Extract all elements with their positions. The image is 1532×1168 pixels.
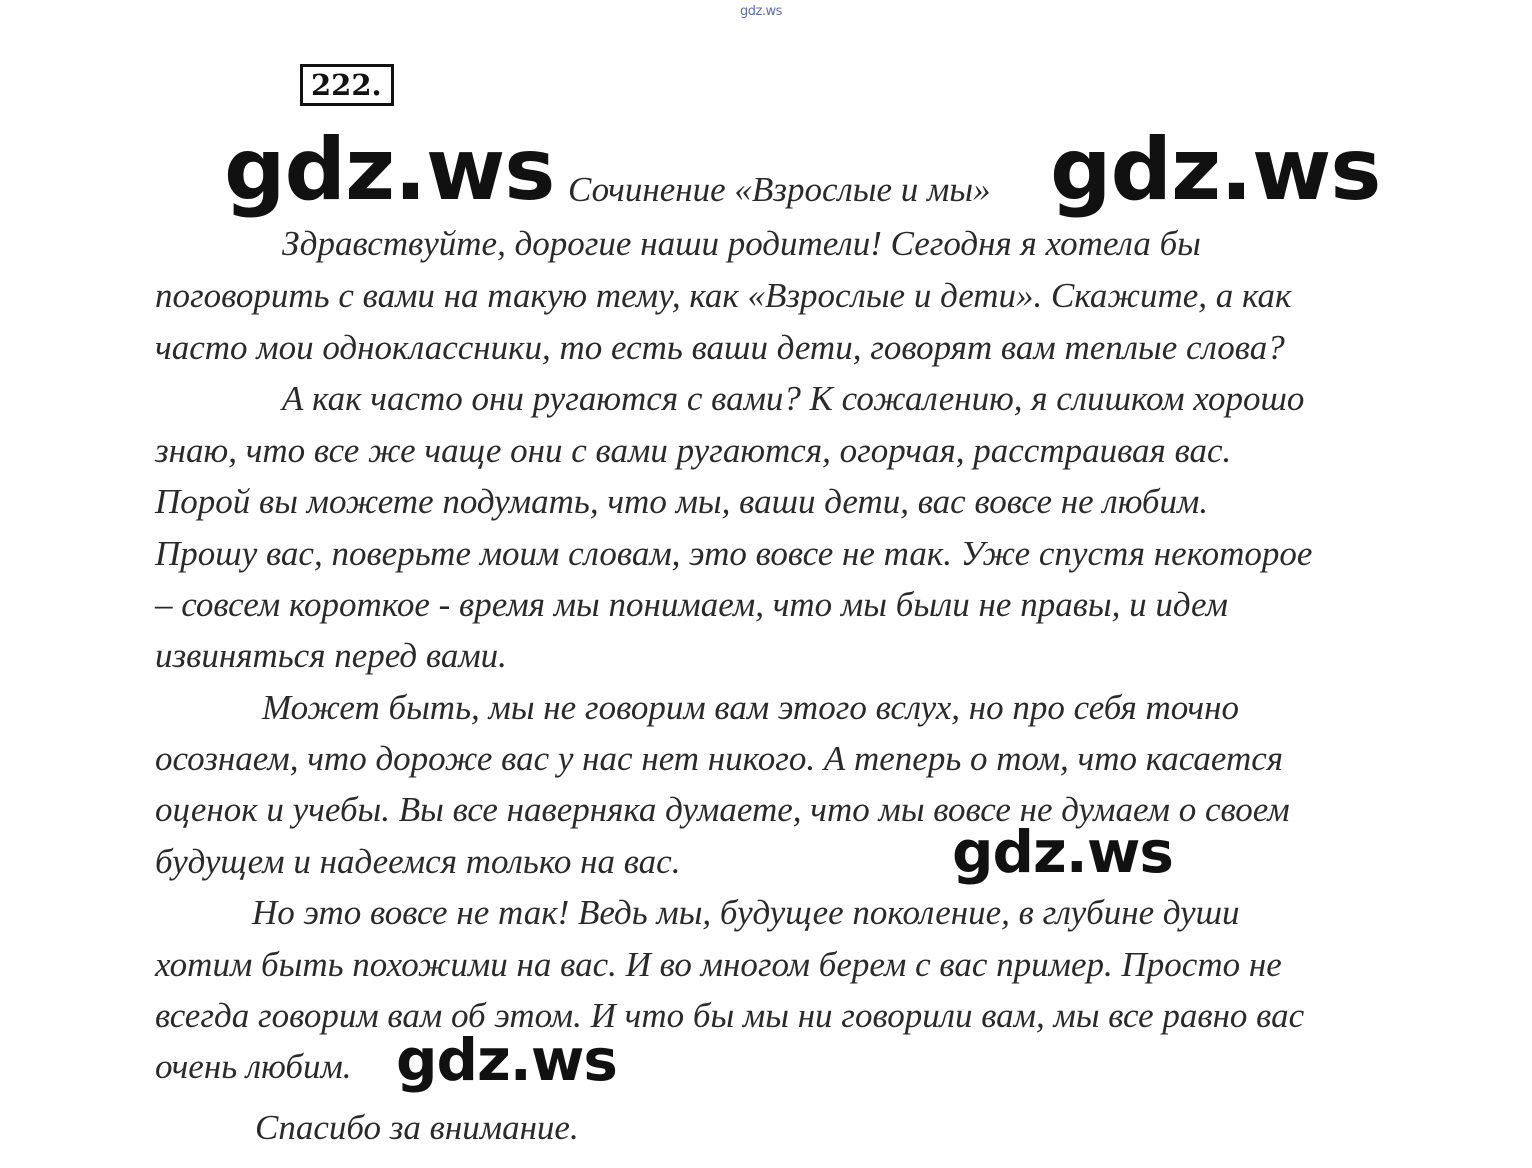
- task-number-box: 222.: [300, 64, 394, 106]
- essay-line: Прошу вас, поверьте моим словам, это вовсе не так. Уже спустя некоторое: [155, 534, 1313, 573]
- watermark: gdz.ws: [952, 818, 1173, 886]
- essay-line: хотим быть похожими на вас. И во многом берем с вас пример. Просто не: [155, 945, 1282, 984]
- essay-line: Может быть, мы не говорим вам этого вслух, но про себя точно: [262, 688, 1239, 727]
- essay-title: Сочинение «Взрослые и мы»: [568, 170, 991, 209]
- site-url-header: gdz.ws: [740, 4, 782, 19]
- essay-line: – совсем короткое - время мы понимаем, что мы были не правы, и идем: [155, 585, 1228, 624]
- watermark: gdz.ws: [1050, 120, 1381, 220]
- essay-line: очень любим.: [155, 1047, 352, 1086]
- essay-line: Порой вы можете подумать, что мы, ваши дети, вас вовсе не любим.: [155, 482, 1209, 521]
- essay-line: Спасибо за внимание.: [255, 1108, 579, 1147]
- watermark: gdz.ws: [224, 120, 555, 220]
- essay-line: А как часто они ругаются с вами? К сожалению, я слишком хорошо: [282, 379, 1305, 418]
- essay-line: осознаем, что дороже вас у нас нет никого. А теперь о том, что касается: [155, 739, 1284, 778]
- watermark: gdz.ws: [396, 1026, 617, 1094]
- essay-line: Здравствуйте, дорогие наши родители! Сегодня я хотела бы: [282, 224, 1201, 263]
- essay-line: оценок и учебы. Вы все наверняка думаете, что мы вовсе не думаем о своем: [155, 790, 1290, 829]
- essay-line: извиняться перед вами.: [155, 636, 507, 675]
- essay-line: будущем и надеемся только на вас.: [155, 842, 681, 881]
- essay-line: часто мои одноклассники, то есть ваши дети, говорят вам теплые слова?: [155, 328, 1285, 367]
- essay-line: Но это вовсе не так! Ведь мы, будущее поколение, в глубине души: [252, 893, 1240, 932]
- essay-line: поговорить с вами на такую тему, как «Взрослые и дети». Скажите, а как: [155, 276, 1292, 315]
- essay-line: знаю, что все же чаще они с вами ругаются, огорчая, расстраивая вас.: [155, 431, 1232, 470]
- essay-line: всегда говорим вам об этом. И что бы мы ни говорили вам, мы все равно вас: [155, 996, 1305, 1035]
